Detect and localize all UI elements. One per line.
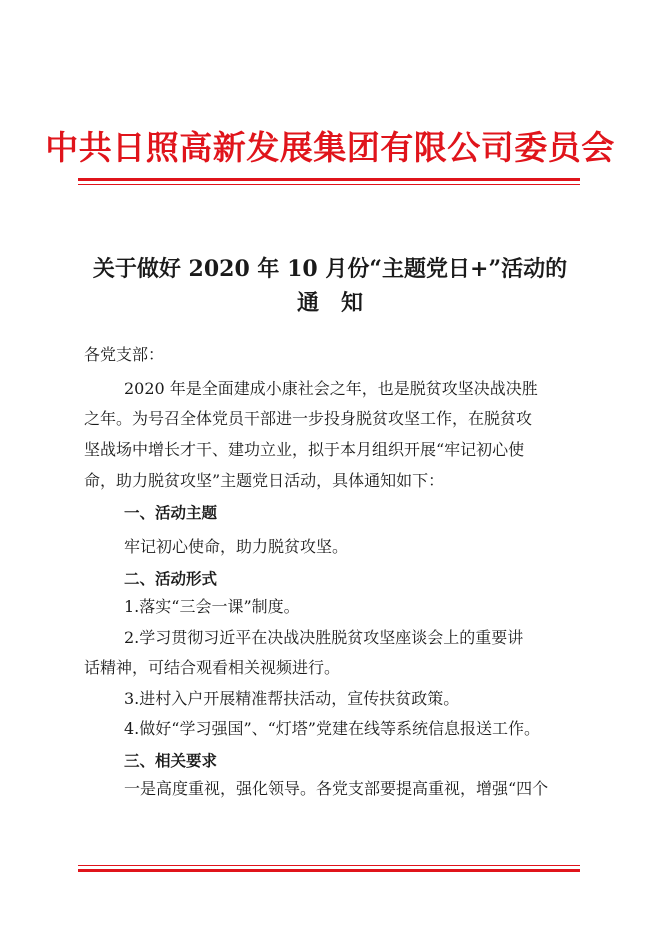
section2-item2-line2: 话精神，可结合观看相关视频进行。 [84,658,341,677]
footer-red-line-thin [78,865,580,866]
section2-item1: 1.落实“三会一课”制度。 [124,597,300,616]
section1-body: 牢记初心使命，助力脱贫攻坚。 [124,537,349,556]
document-header: 中共日照高新发展集团有限公司委员会 [45,128,615,167]
section1-heading: 一、活动主题 [124,504,218,522]
section3-heading: 三、相关要求 [124,752,218,770]
header-red-line-thin [78,184,580,185]
footer-red-line-thick [78,869,580,872]
intro-line-4: 命，助力脱贫攻坚”主题党日活动，具体通知如下： [84,471,445,490]
section2-heading: 二、活动形式 [124,570,218,588]
document-title-line2: 通 知 [296,290,363,316]
section2-item3: 3.进村入户开展精准帮扶活动，宣传扶贫政策。 [124,689,460,708]
section2-item4: 4.做好“学习强国”、“灯塔”党建在线等系统信息报送工作。 [124,719,540,738]
intro-line-2: 之年。为号召全体党员干部进一步投身脱贫攻坚工作，在脱贫攻 [84,409,533,428]
section3-body: 一是高度重视，强化领导。各党支部要提高重视，增强“四个 [124,779,549,798]
document-title-line1: 关于做好 2020 年 10 月份“主题党日+”活动的 [92,256,568,282]
header-red-line-thick [78,178,580,181]
salutation: 各党支部： [84,345,165,364]
intro-line-3: 坚战场中增长才干、建功立业，拟于本月组织开展“牢记初心使 [84,440,525,459]
intro-line-1: 2020 年是全面建成小康社会之年，也是脱贫攻坚决战决胜 [124,379,538,398]
section2-item2-line1: 2.学习贯彻习近平在决战决胜脱贫攻坚座谈会上的重要讲 [124,628,524,647]
